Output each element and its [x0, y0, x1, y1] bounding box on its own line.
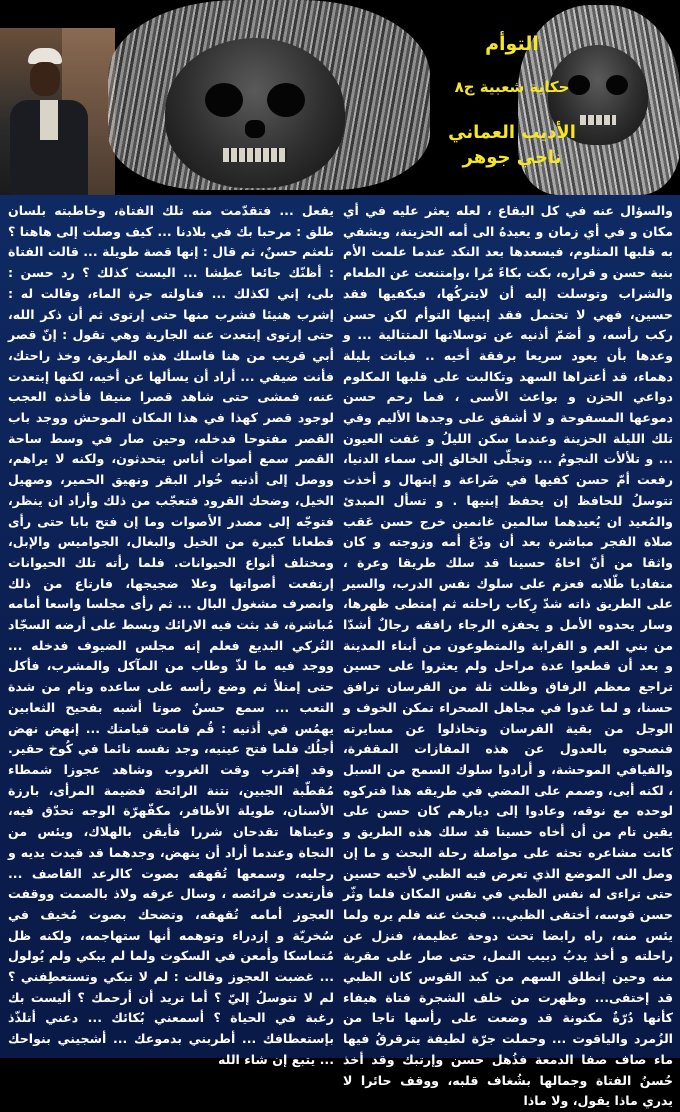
- skull-image-large: [165, 38, 345, 188]
- man-photo: [0, 28, 115, 195]
- author-name: ناجي جوهر: [462, 147, 562, 168]
- article-body: [0, 195, 680, 1109]
- header-banner: [0, 0, 680, 195]
- story-title: التوأم: [485, 33, 539, 55]
- article-column-right: والسؤال عنه في كل البقاع ، لعله يعثر عليه في أي مكان و في أي زمان و يعيدهُ الى أمه الحزينة، ويشفي به قلبها المثلوم، فيسعدها بعد النكد عندما علمت الأم بنية حسن و قراره، بكت بكاءً مُرا ،وإمتنعت عن الطعام والشراب وتوسلت إليه أن لايتركُها، فيكفيها فقد حسين، فهي لا تحتمل فقد إبنيها التوأم لكن حسن ركب رأسه، و أصَمّ أذنيه عن توسلاتها المتتالية ... و وعدها بأن يعود سريعا برفقة أخيه .. فباتت بليلة دهماء، قد أعتراها السهد وتكالبت على قلبها المكلوم دواعي الحزن و بواعث الأسى ، فما رحم حسن دموعها المسفوحة و لا أشفق على وجدها الأليم وفي تلك الليلة الحزينة وعندما سكن الليلُ و غفت العيون ... و تلألأت النجومُ ... وتجلّى الخالق إلى سماء الدنيا، رفعت أمّ حسن كفيها في ضَراعة و إبتهال و أخذت تتوسلُ للحافظ إن يحفظ إبنيها . و تسأل المبدئ والمُعيد ان يُعيدهما سالمين غانمين خرج حسن عَقب صلاة الفجر مباشرة بعد أن ودّعَ أمه وزوجته و كان واثقا من أنّ اخاهُ حسينا قد سلك طريقا وعرة ، متفاديا طّلابه فعزم على سلوك نفس الدرب، والسير على الطريق ذاته شدّ رِكاب راحلته ثم إمتطى ظهرها، وسار يحدوه الأمل و يحفزه الرجاء رافقه رجالٌ أشدّا من بني العم و القرابة والمتطوعون من أبناء المدينة و بعد أن قطعوا عدة مراحل ولم يعثروا على حسين تراجع معظم الرفاق وظلت ثلة من الفرسان ترافق حسنا، و لما غدوا في مجاهل الصحراء تمكن الخوف و الوجل من بقية الفرسان وتخاذلوا عن مسايرته فنصحوه بالعدول عن هذه المفازات المقفرة، والفيافي الموحشة، و أرادوا سلوك السمح من السبل ، لكنه أبى، وصمم على المضي في طريقه هذا فتركوه لوحده مع نوقه، وعادوا إلى ديارهم كان حسن على يقين تام من أن أخاه حسينا قد سلك هذه الطريق و كانت مشاعره تحثه على مواصلة رحلة البحث و ما إن وصل الى الموضع الذي تعرض فيه الظبي لأخيه حسين حتى تراءى له نفس الظبي في نفس المكان فلما وثّر حسن قوسه، أختفى الظبي... فبحث عنه فلم يره ولما يئس منه، راه رابضا تحت دوحة عظيمة، فنزل عن راحلته و أخذ يدبُ دبيب النمل، حتى صار على مقربة منه وحين إنطلق السهم من كبد القوس كان الظبي قد إختفى... وظهرت من خلف الشجرة فتاة هيفاء كأنها دُرّةٌ مكنونة قد وضعت على رأسها تاجا من الزُمرد والياقوت ... وحملت جرّة لطيفة يترقرقُ فيها ماء صاف صفا الدمعة فذُهل حسن وإرتبك وقد أخذ حُسنُ الفتاة وجمالها بشُغاف قلبه، ووقف حائرا لا يدري ماذا يقول، ولا ماذا: [343, 203, 673, 1109]
- author-label: الأديب العماني: [448, 122, 576, 143]
- story-subtitle: حكاية شعبية ج٨: [454, 78, 570, 96]
- article-column-left: يفعل ... فتقدّمت منه تلك الفتاة، وخاطبته بلسان طلق : مرحبا بك في بلادنا ... كيف وصلت إلى هاهنا ؟ تلعثم حسنٌ، ثم قال : إنها قصة طويلة ... قالت الفتاة : أظنّك جائعا عطِشا ... اليست كذلك ؟ رد حسن : بلى، إني لكذلك ... فناولته جرة الماء، وقالت له : إشرب هنيئا فشرب منها حتى إرتوى ثم أن ذكر الله، حتى إرتوى إبتعدت عنه الجارية وهي تقول : إنّ قصر أبي قريب من هنا فاسلك هذه الطريق، وخذ راحتك، فأنت ضيفي ... أراد أن يسألها عن أخيه، لكنها إبتعدت عنه، فمشى حتى شاهد قصرا منيفا فأخذه العجب لوجود قصر كهذا في هذا المكان الموحش ووجد باب القصر مفتوحا فدخله، وحين صار في وسط ساحة القصر سمع أصوات أناس يتحدثون، ولكنه لا يراهم، ووصل إلى أذنيه خُوار البقر ونهيق الحمير، وصهيل الخيل، وضحك القرود فتعجّب من ذلك وأراد ان ينظر، فتوجّه إلى مصدر الأصوات وما إن فتح بابا حتى رأى قطعانا كبيرة من الخيل والبغال، الجواميس والإبل، ومختلف أنواع الحيوانات. فلما رأته تلك الحيوانات إرتفعت أصواتها وعلا ضجيجها، فارتاع من ذلك وانصرف مشغول البال ... ثم رأى مجلسا واسعا أمامه مُباشرة، قد بثت فيه الارائك وبسط على أرضه السجّاد التُركي البديع فعلم إنه مجلس الضيوف فدخله ... ووجد فيه ما لذّ وطاب من المآكل والمشرب، فأكل حتى إمتلأ ثم وضع رأسه على ساعده ونام من شدة التعب ... سمع حسنٌ صوتا أشبه بفحيح الثعابين يهمُس في أذنيه : قُم قامت قيامتك ... إنهض نهض أجلُك فلما فتح عينيه، وجد نفسه نائما في كُوخ حقير. وقد إقترب وقت الغروب وشاهد عجوزا شمطاء مُقطّبة الجبين، نتنة الرائحة فضيمة المرأى، بارزة الأسنان، طويلة الأظافر، مكفّهرّة الوجه تحدّق فيه، وعيناها تقدحان شررا فأيقن بالهلاك، ويئس من النجاة وعندما أراد أن ينهض، وجدهما قد قيدت يديه و رجليه، وسمعها تُقهقه بصوت كالرعد القاصف ... فأرتعدت فرائصه ، وسال عرقه ولاذ بالصمت ووقفت العجوز أمامه تُقهقه، وتضحك بصوت مُخيف في سُخريّة و إزدراء وتوهمه أنها ستهاجمه، ولكنه ظل مُتماسكا وأمعن في السكوت ولما لم يبكي ولم يُولول ... غضبت العجوز وقالت : لم لا تبكي وتستعطِفني ؟ لم لا تتوسلُ إليّ ؟ أما تريد أن أرحمك ؟ أليست بك رغبة في الحياة ؟ أسمعني بُكائك ... دعني أتلذّذ بإستعطافك ... أطربني بدموعك ... أشجيني بنواحك ... يتبع إن شاء الله: [8, 203, 334, 1067]
